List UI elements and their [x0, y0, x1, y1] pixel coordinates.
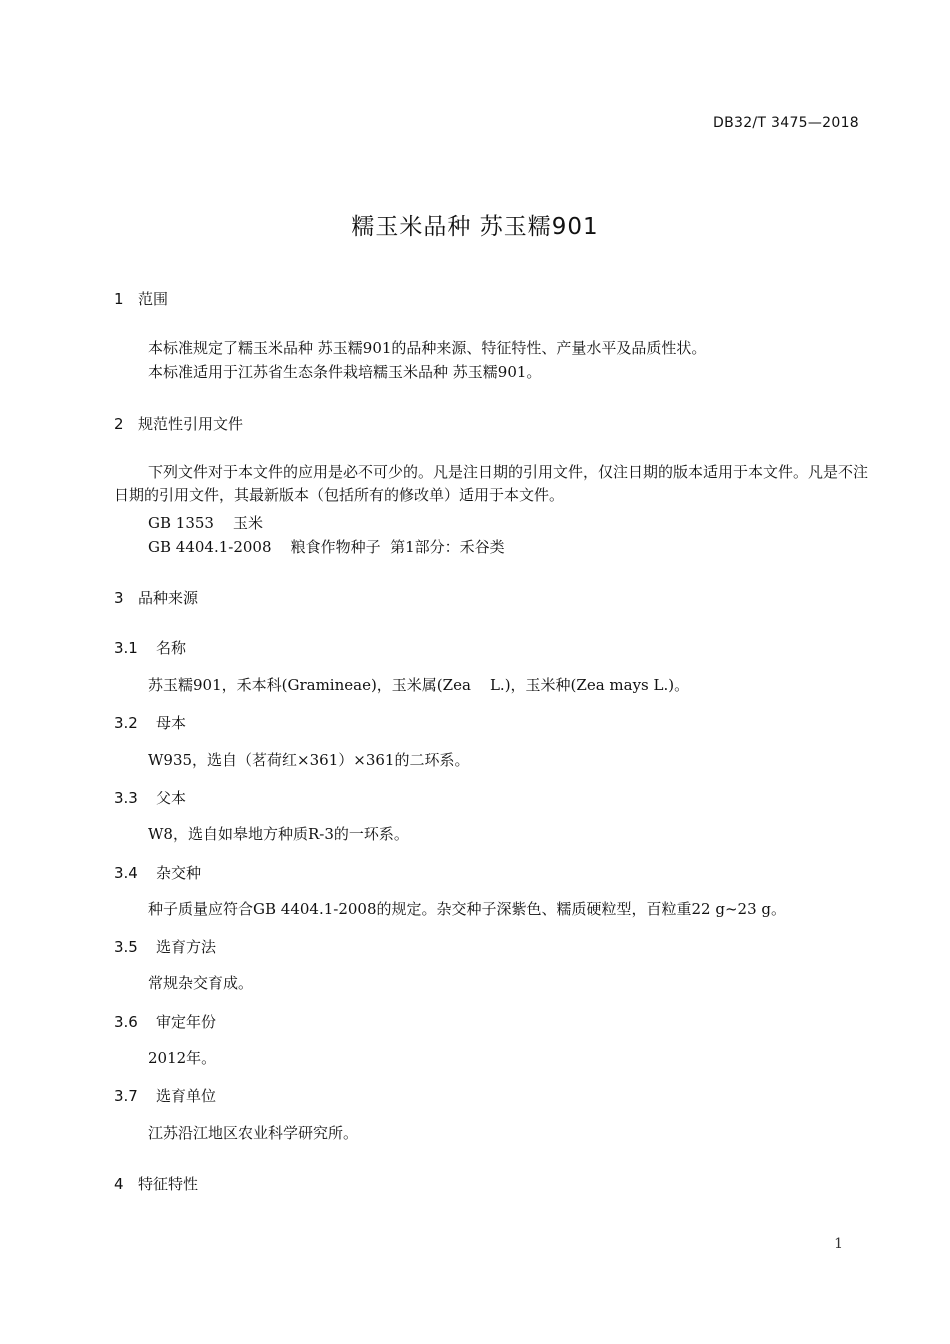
subsection-heading [114, 862, 201, 883]
section-2-heading [114, 413, 243, 434]
section-number: 2 [114, 415, 124, 433]
reference-item: GB 1353 玉米 [148, 514, 264, 532]
section-title: 范围 [138, 290, 169, 308]
paragraph: 常规杂交育成。 [148, 974, 254, 992]
section-number: 1 [114, 290, 124, 308]
page-number: 1 [834, 1236, 843, 1252]
paragraph: 本标准规定了糯玉米品种 苏玉糯901的品种来源、特征特性、产量水平及品质性状。 [148, 339, 707, 357]
subsection-number: 3.2 [114, 714, 138, 732]
section-4-heading [114, 1173, 198, 1194]
subsection-heading [114, 1085, 216, 1106]
subsection-number: 3.4 [114, 864, 138, 882]
paragraph: 下列文件对于本文件的应用是必不可少的。凡是注日期的引用文件，仅注日期的版本适用于本文件。凡是不注日期的引用文件，其最新版本（包括所有的修改单）适用于本文件。 [114, 463, 869, 504]
subsection-number: 3.1 [114, 639, 138, 657]
subsection-heading [114, 637, 186, 658]
subsection-title: 选育单位 [156, 1087, 217, 1105]
section-title: 品种来源 [138, 589, 199, 607]
subsection-heading [114, 712, 186, 733]
document-code: DB32/T 3475—2018 [713, 115, 859, 131]
paragraph: 本标准适用于江苏省生态条件栽培糯玉米品种 苏玉糯901。 [148, 363, 542, 381]
subsection-title: 杂交种 [156, 864, 202, 882]
subsection-heading [114, 787, 186, 808]
subsection-number: 3.5 [114, 938, 138, 956]
paragraph: 苏玉糯901，禾本科(Gramineae)，玉米属(Zea L.)，玉米种(Zea mays L.)。 [148, 676, 690, 694]
section-number: 4 [114, 1175, 124, 1193]
reference-item: GB 4404.1-2008 粮食作物种子 第1部分：禾谷类 [148, 538, 505, 556]
section-title: 特征特性 [138, 1175, 199, 1193]
subsection-title: 选育方法 [156, 938, 217, 956]
subsection-heading [114, 1011, 216, 1032]
subsection-number: 3.7 [114, 1087, 138, 1105]
subsection-title: 审定年份 [156, 1013, 217, 1031]
subsection-title: 名称 [156, 639, 187, 657]
paragraph: 江苏沿江地区农业科学研究所。 [148, 1124, 359, 1142]
subsection-heading [114, 936, 216, 957]
section-number: 3 [114, 589, 124, 607]
paragraph: 种子质量应符合GB 4404.1-2008的规定。杂交种子深紫色、糯质硬粒型，百粒重22 g~23 g。 [148, 900, 786, 918]
subsection-number: 3.3 [114, 789, 138, 807]
subsection-number: 3.6 [114, 1013, 138, 1031]
document-title: 糯玉米品种 苏玉糯901 [351, 214, 599, 240]
paragraph: 2012年。 [148, 1049, 217, 1067]
section-title: 规范性引用文件 [138, 415, 244, 433]
section-1-heading [114, 288, 168, 309]
paragraph: W935，选自（茗荷红×361）×361的二环系。 [148, 751, 470, 769]
subsection-title: 母本 [156, 714, 187, 732]
section-3-heading [114, 587, 198, 608]
paragraph: W8，选自如皋地方种质R-3的一环系。 [148, 825, 409, 843]
subsection-title: 父本 [156, 789, 187, 807]
